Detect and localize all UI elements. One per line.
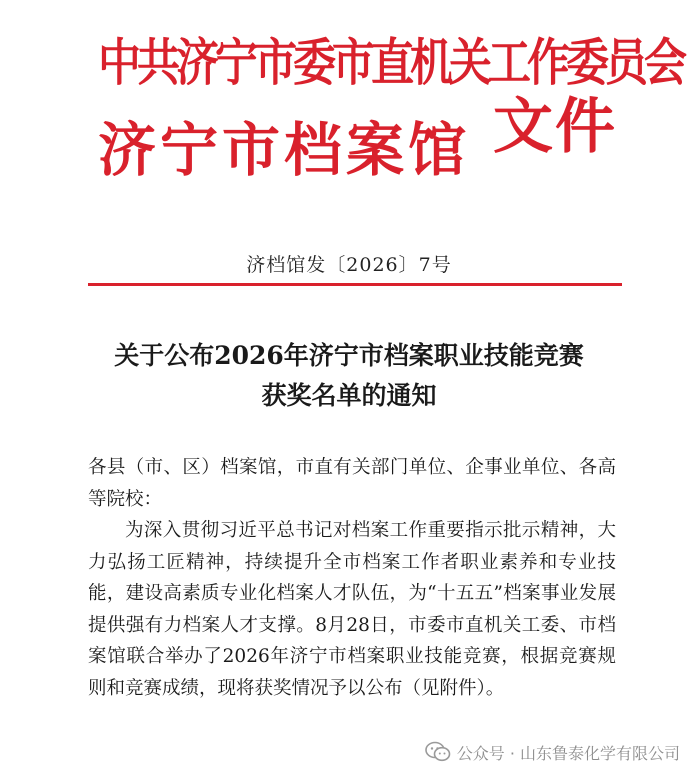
- body-paragraph-1: 为深入贯彻习近平总书记对档案工作重要指示批示精神，大力弘扬工匠精神，持续提升全市档案工作者职业素养和专业技能，建设高素质专业化档案人才队伍，为“十五五”档案事业发展提供强有力档案人才支撑。8月28日，市委市直机关工委、市档案馆联合举办了2026年济宁市档案职业技能竞赛，根据竞赛规则和竞赛成绩，现将获奖情况予以公布（见附件）。: [88, 520, 616, 699]
- watermark-text: 公众号 · 山东鲁泰化学有限公司: [456, 743, 680, 763]
- title-line-2: 获奖名单的通知: [261, 381, 437, 410]
- document-number: 济档馆发〔2026〕7号: [246, 254, 452, 276]
- document-title: [0, 336, 698, 416]
- red-header: [98, 22, 683, 200]
- wechat-icon: [425, 741, 451, 763]
- issuer-line-2: 济宁市档案馆: [98, 116, 471, 184]
- document-body: [88, 452, 616, 704]
- title-line-1: 关于公布2026年济宁市档案职业技能竞赛: [114, 341, 584, 370]
- doc-type-label: 文件: [493, 92, 617, 162]
- issuer-line-1: 中共济宁市委市直机关工作委员会: [98, 35, 683, 92]
- red-divider-line: [88, 283, 622, 286]
- salutation: 各县（市、区）档案馆，市直有关部门单位、企事业单位、各高等院校：: [88, 457, 616, 510]
- wechat-watermark: [425, 737, 680, 767]
